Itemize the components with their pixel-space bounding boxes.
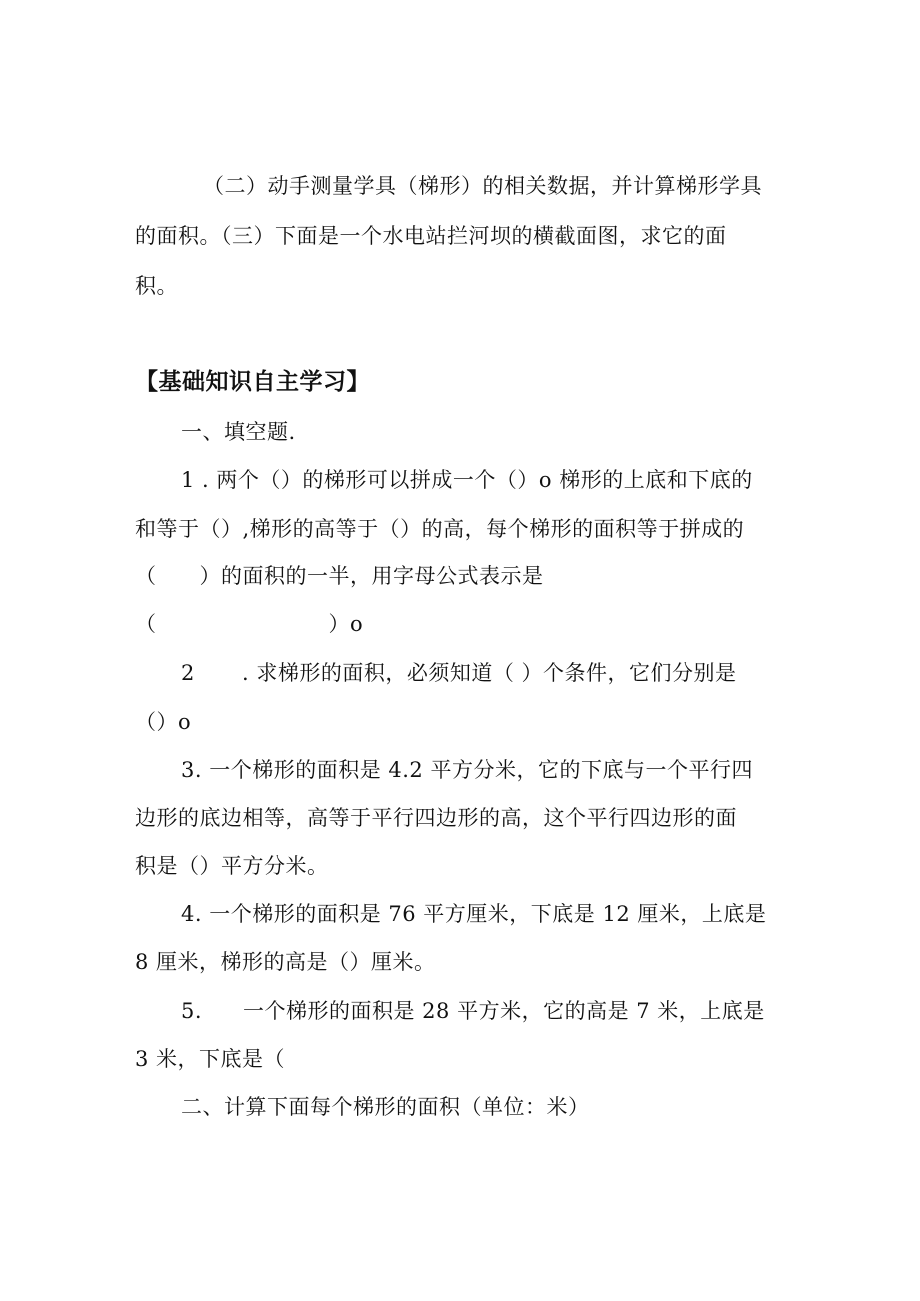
- intro-line-1: （二）动手测量学具（梯形）的相关数据，并计算梯形学具: [203, 174, 762, 198]
- q1-line-2: 和等于（）,梯形的高等于（）的高，每个梯形的面积等于拼成的: [135, 517, 745, 541]
- q5-line-1: 一个梯形的面积是 28 平方米，它的高是 7 米，上底是: [243, 999, 765, 1023]
- q2-line-2: （）o: [135, 710, 192, 734]
- q5-number: 5.: [181, 999, 203, 1023]
- q5-line-2: 3 米，下底是（: [135, 1047, 286, 1071]
- q3-line-3: 积是（）平方分米。: [135, 854, 329, 878]
- section-heading: 【基础知识自主学习】: [135, 369, 370, 395]
- intro-line-2: 的面积。（三）下面是一个水电站拦河坝的横截面图，求它的面: [135, 224, 727, 248]
- intro-line-3: 积。: [135, 274, 178, 298]
- q3-line-2: 边形的底边相等，高等于平行四边形的高，这个平行四边形的面: [135, 806, 737, 830]
- q1-line-3: （ ）的面积的一半，用字母公式表示是: [135, 564, 544, 588]
- q2-line-1: . 求梯形的面积，必须知道（ ）个条件，它们分别是: [242, 661, 737, 685]
- part2-title: 二、计算下面每个梯形的面积（单位：米）: [181, 1095, 590, 1119]
- part1-title: 一、填空题.: [181, 420, 296, 444]
- q4-line-2: 8 厘米，梯形的高是（）厘米。: [135, 950, 436, 974]
- q1-line-1: 1 . 两个（）的梯形可以拼成一个（）o 梯形的上底和下底的: [181, 468, 753, 492]
- q4-line-1: 4. 一个梯形的面积是 76 平方厘米，下底是 12 厘米，上底是: [181, 902, 767, 926]
- q1-line-4: （ ）o: [135, 612, 364, 636]
- q2-number: 2: [181, 661, 195, 685]
- q3-line-1: 3. 一个梯形的面积是 4.2 平方分米，它的下底与一个平行四: [181, 758, 753, 782]
